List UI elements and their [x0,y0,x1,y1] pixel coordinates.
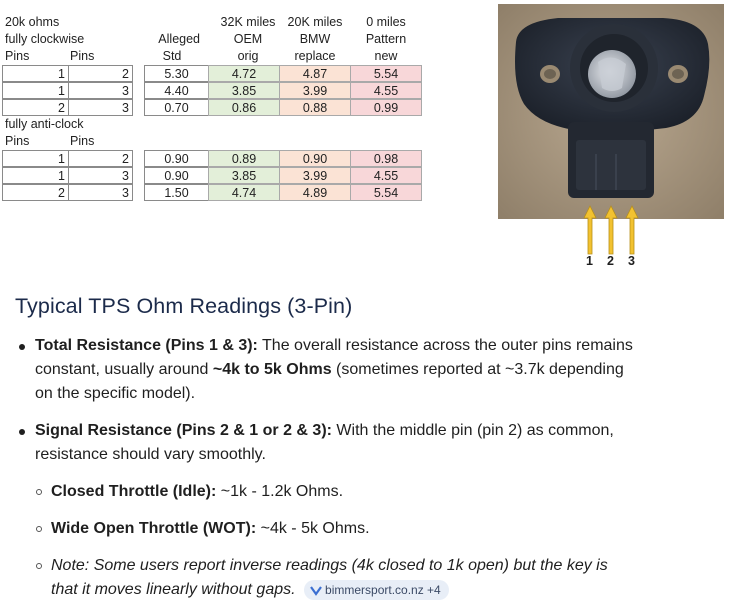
table-cell: 2 [2,184,69,201]
pin-arrows [578,204,642,256]
source-logo-icon [310,584,322,596]
table-cell: 2 [68,150,133,167]
sub2-bold: Wide Open Throttle (WOT): [51,520,257,537]
col-header-oem-2: OEM [233,32,263,46]
bullet-dot [19,344,25,350]
table-cell: 2 [2,99,69,116]
table-cell: 3.85 [208,167,280,184]
pins-header-b-2: Pins [70,134,95,148]
table-cell: 0.90 [144,167,209,184]
source-chip-label: bimmersport.co.nz +4 [325,582,441,597]
sub-note [51,554,711,602]
bullet1-text-c: (sometimes reported at ~3.7k depending [331,361,624,378]
table-cell: 1 [2,65,69,82]
col-header-std-1: Alleged [158,32,200,46]
table-cell: 4.87 [279,65,351,82]
bullet1-bold: Total Resistance (Pins 1 & 3): [35,337,258,354]
sub2-text: ~4k - 5k Ohms. [256,520,370,537]
col-header-pattern-3: new [374,49,398,63]
table-cell: 1.50 [144,184,209,201]
table-cell: 3 [68,99,133,116]
article-heading: Typical TPS Ohm Readings (3-Pin) [15,294,353,318]
col-header-bmw-2: BMW [299,32,331,46]
table-cell: 3 [68,167,133,184]
table-cell: 5.30 [144,65,209,82]
sub-bullet-circle [36,563,42,569]
sub3-line1: Note: Some users report inverse readings (4k closed to 1k open) but the key is [51,557,608,574]
table-cell: 3.99 [279,82,351,99]
bullet1-text-d: on the specific model). [35,385,196,402]
source-chip[interactable] [304,580,449,600]
col-header-oem-3: orig [237,49,259,63]
table-cell: 1 [2,167,69,184]
arrow-pin-3 [626,206,638,254]
table-cell: 0.88 [279,99,351,116]
sub3-line2: that it moves linearly without gaps. [51,581,296,598]
table-cell: 1 [2,150,69,167]
table-header-line2: fully clockwise [5,32,85,46]
table-cell: 0.70 [144,99,209,116]
col-header-pattern-1: 0 miles [366,15,406,29]
table-header-line1: 20k ohms [5,15,60,29]
table-cell: 5.54 [350,184,422,201]
table-cell: 4.74 [208,184,280,201]
anticlock-label: fully anti-clock [5,117,84,131]
table-cell: 0.99 [350,99,422,116]
bullet-total-resistance [35,334,695,406]
sub1-bold: Closed Throttle (Idle): [51,483,217,500]
bullet1-bold2: ~4k to 5k Ohms [212,361,332,378]
sub-bullet-circle [36,526,42,532]
table-cell: 3.99 [279,167,351,184]
pins-header-b: Pins [70,49,95,63]
pin-label-1: 1 [586,254,593,268]
col-header-bmw-3: replace [294,49,336,63]
arrow-pin-2 [605,206,617,254]
pins-header-a: Pins [5,49,30,63]
pins-header-a-2: Pins [5,134,30,148]
table-cell: 1 [2,82,69,99]
sub-closed-throttle [51,480,343,504]
pin-label-2: 2 [607,254,614,268]
pin-label-3: 3 [628,254,635,268]
bullet-dot [19,429,25,435]
bullet-signal-resistance [35,419,695,467]
table-cell: 0.90 [144,150,209,167]
bullet2-bold: Signal Resistance (Pins 2 & 1 or 2 & 3): [35,422,332,439]
bullet2-text-b: resistance should vary smoothly. [35,446,266,463]
table-cell: 0.89 [208,150,280,167]
col-header-bmw-1: 20K miles [287,15,343,29]
table-cell: 3.85 [208,82,280,99]
table-cell: 3 [68,82,133,99]
table-cell: 2 [68,65,133,82]
bullet1-text-a: The overall resistance across the outer pins remains [257,337,633,354]
table-cell: 0.86 [208,99,280,116]
bullet1-text-b: constant, usually around [35,361,213,378]
table-cell: 0.98 [350,150,422,167]
table-cell: 4.55 [350,167,422,184]
table-cell: 4.55 [350,82,422,99]
table-cell: 5.54 [350,65,422,82]
col-header-std-2: Std [162,49,182,63]
bullet2-text-a: With the middle pin (pin 2) as common, [331,422,614,439]
col-header-oem-1: 32K miles [220,15,276,29]
table-cell: 3 [68,184,133,201]
table-cell: 4.89 [279,184,351,201]
arrow-pin-1 [584,206,596,254]
sub-wide-open-throttle [51,517,370,541]
table-cell: 0.90 [279,150,351,167]
table-cell: 4.72 [208,65,280,82]
sub1-text: ~1k - 1.2k Ohms. [216,483,344,500]
tps-sensor-photo [498,4,724,219]
table-cell: 4.40 [144,82,209,99]
sub-bullet-circle [36,489,42,495]
col-header-pattern-2: Pattern [365,32,407,46]
